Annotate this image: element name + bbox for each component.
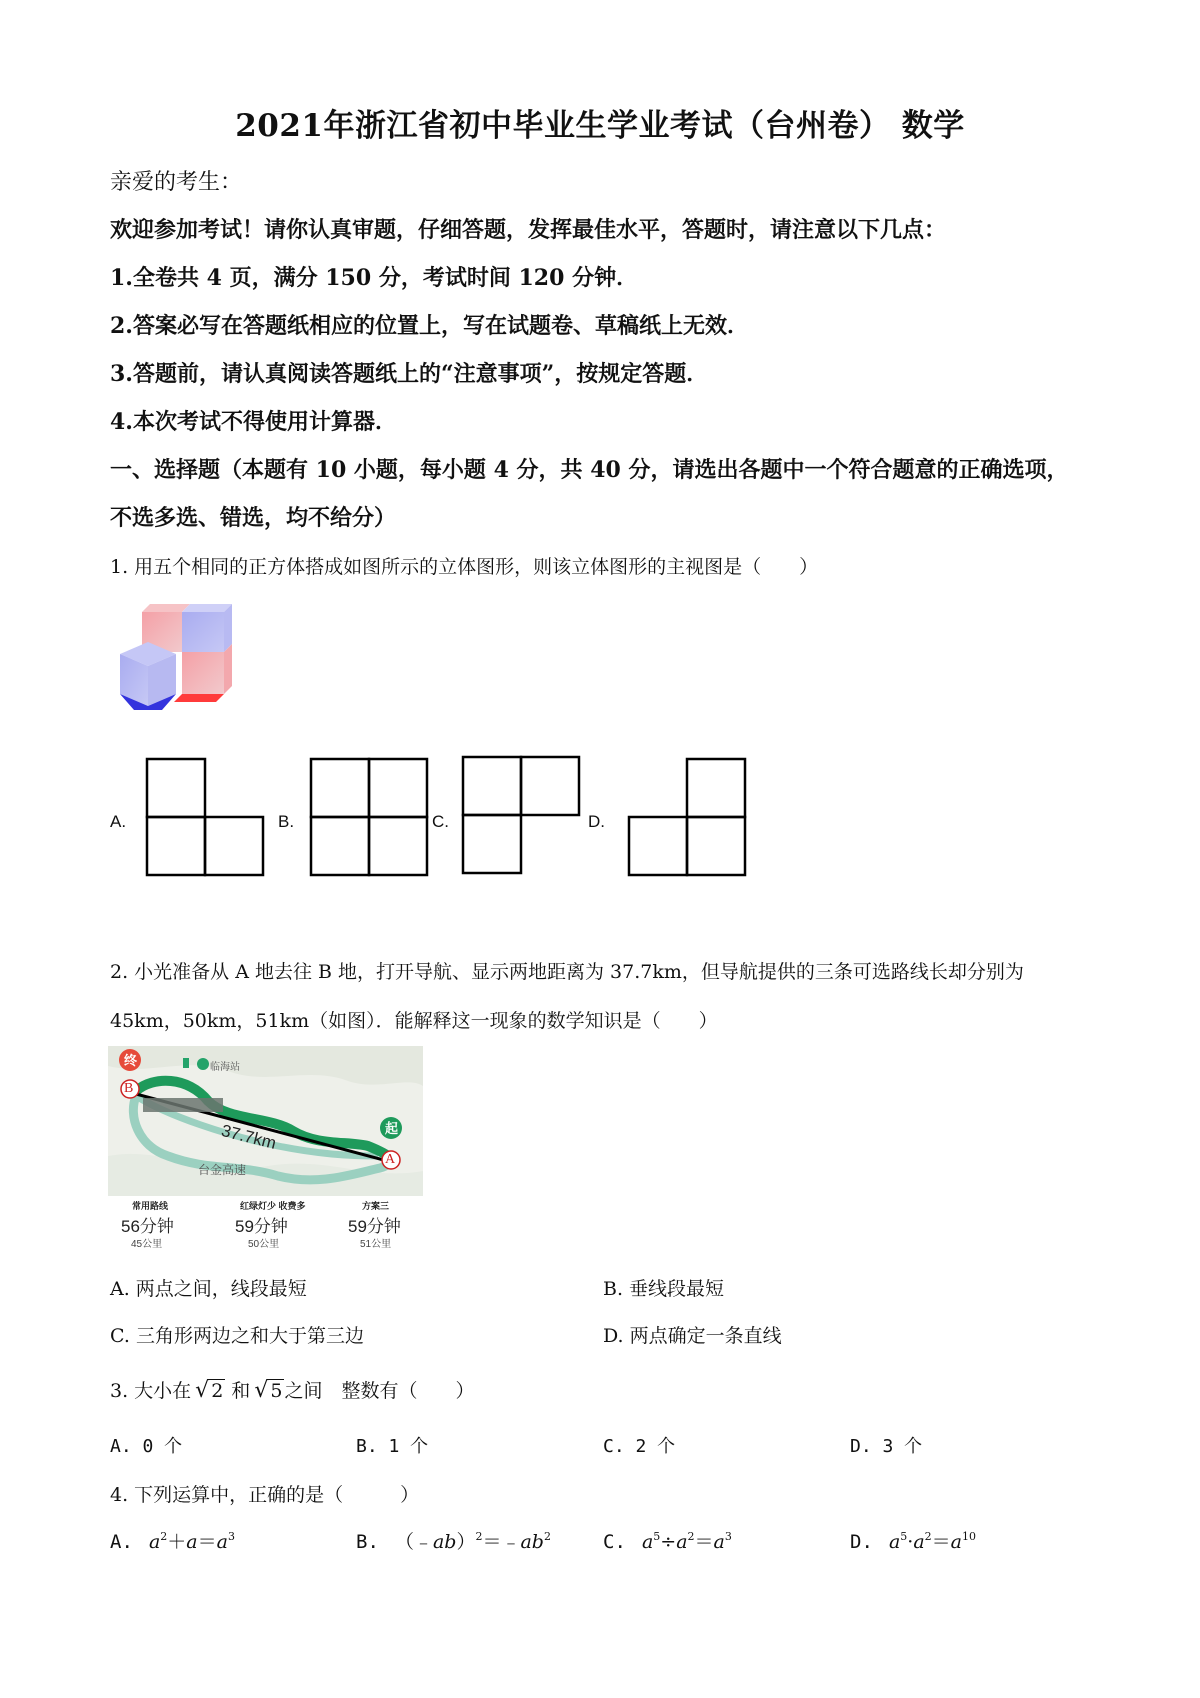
q2-option-a[interactable]: A. 两点之间，线段最短 — [110, 1278, 307, 1300]
q3-option-a[interactable]: A. 0 个 — [110, 1436, 183, 1457]
point-b-label: B — [124, 1081, 134, 1096]
road-label: 台金高速 — [198, 1163, 247, 1177]
q1-option-b-figure — [309, 757, 433, 881]
navigation-map — [108, 1046, 423, 1196]
q3-stem-post: 之间 整数有（ ） — [284, 1380, 475, 1402]
q1-option-c-figure — [461, 755, 585, 879]
distance-label: 37.7km — [219, 1121, 279, 1153]
route-3-time: 59分钟 — [348, 1217, 401, 1236]
page-title: 2021年浙江省初中毕业生学业考试（台州卷） 数学 — [235, 108, 965, 144]
q2-option-c[interactable]: C. 三角形两边之和大于第三边 — [110, 1325, 364, 1347]
welcome-text: 欢迎参加考试！请你认真审题，仔细答题，发挥最佳水平，答题时，请注意以下几点： — [110, 217, 947, 243]
q1-option-d-figure — [627, 757, 751, 881]
route-3-distance: 51公里 — [360, 1239, 392, 1250]
q4-option-a[interactable]: A. $a^2+a=a^3$ — [110, 1530, 235, 1553]
sqrt-5-radicand: 5 — [270, 1380, 283, 1402]
q3-option-d[interactable]: D. 3 个 — [850, 1436, 923, 1457]
question-3-stem — [110, 1376, 474, 1403]
sqrt-5: √ 5 — [254, 1378, 283, 1403]
point-a-label: A — [385, 1152, 396, 1167]
greeting: 亲爱的考生： — [110, 170, 243, 195]
q4-option-b-prefix: B. — [356, 1531, 379, 1553]
note-1: 1.全卷共 4 页，满分 150 分，考试时间 120 分钟． — [110, 265, 639, 291]
route-1-time: 56分钟 — [121, 1217, 174, 1236]
sqrt-2: √ 2 — [195, 1378, 224, 1403]
q2-option-b[interactable]: B. 垂线段最短 — [603, 1278, 725, 1300]
q1-option-a-figure — [145, 757, 269, 881]
q3-option-b[interactable]: B. 1 个 — [356, 1436, 429, 1457]
q4-option-c[interactable]: C. $a^5\div a^2=a^3$ — [603, 1530, 732, 1553]
station-label: 临海站 — [210, 1062, 240, 1073]
question-2-stem-line1: 2. 小光准备从 A 地去往 B 地，打开导航、显示两地距离为 37.7km，但导航提供的三条可选路线长却分别为 — [110, 961, 1024, 983]
q3-stem-pre: 3. 大小在 — [110, 1380, 192, 1402]
cube-figure — [112, 602, 252, 722]
note-4: 4.本次考试不得使用计算器． — [110, 409, 397, 435]
route-2-label: 红绿灯少 收费多 — [240, 1201, 306, 1211]
q4-option-b[interactable]: B. $(﹣ab)^2=﹣ab^2$ — [356, 1530, 551, 1553]
section-heading-line2: 不选多选、错选，均不给分） — [110, 505, 397, 531]
q4-option-c-prefix: C. — [603, 1531, 626, 1553]
note-2: 2.答案必写在答题纸相应的位置上，写在试题卷、草稿纸上无效． — [110, 313, 749, 339]
question-2-stem-line2: 45km，50km，51km（如图）．能解释这一现象的数学知识是（ ） — [110, 1010, 718, 1032]
q4-option-a-prefix: A. — [110, 1531, 133, 1553]
q3-stem-mid: 和 — [231, 1380, 251, 1402]
start-badge: 起 — [385, 1121, 399, 1136]
route-1-distance: 45公里 — [131, 1239, 163, 1250]
q4-option-d-prefix: D. — [850, 1531, 873, 1553]
sqrt-2-radicand: 2 — [211, 1380, 224, 1402]
route-2-distance: 50公里 — [248, 1239, 280, 1250]
q1-option-c[interactable]: C. — [432, 812, 449, 831]
end-badge: 终 — [124, 1053, 138, 1068]
q1-option-d[interactable]: D. — [588, 812, 605, 831]
route-3-label: 方案三 — [362, 1201, 390, 1211]
q3-option-c[interactable]: C. 2 个 — [603, 1436, 676, 1457]
question-1-stem: 1. 用五个相同的正方体搭成如图所示的立体图形，则该立体图形的主视图是（ ） — [110, 556, 819, 578]
note-3: 3.答题前，请认真阅读答题纸上的“注意事项”，按规定答题． — [110, 361, 709, 387]
route-2-time: 59分钟 — [235, 1217, 288, 1236]
q1-option-a[interactable]: A. — [110, 812, 127, 831]
q4-option-d[interactable]: D. $a^5\cdot a^2=a^{10}$ — [850, 1530, 976, 1553]
question-4-stem: 4. 下列运算中，正确的是（ ） — [110, 1484, 420, 1506]
section-heading-line1: 一、选择题（本题有 10 小题，每小题 4 分，共 40 分，请选出各题中一个符合题意的正确选项， — [110, 457, 1069, 483]
q1-option-b[interactable]: B. — [278, 812, 295, 831]
q2-option-d[interactable]: D. 两点确定一条直线 — [603, 1325, 782, 1347]
route-1-label: 常用路线 — [132, 1201, 169, 1211]
